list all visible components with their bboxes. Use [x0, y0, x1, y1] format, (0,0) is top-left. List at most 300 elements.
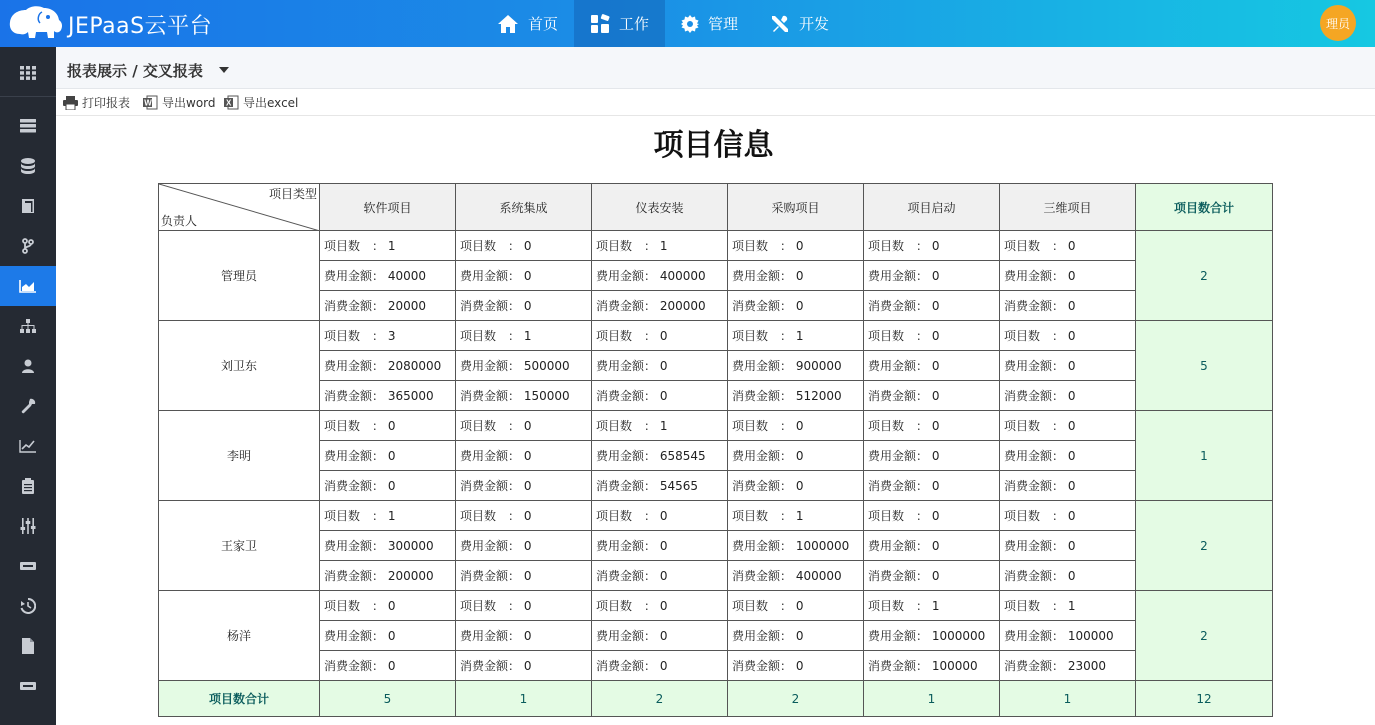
metric-value: 0: [1067, 329, 1076, 343]
metric-value: 0: [795, 449, 804, 463]
print-report-label: 打印报表: [82, 96, 131, 110]
metric-cell: [456, 291, 592, 321]
metric-cell: [592, 351, 728, 381]
metric-label: 项目数 ：: [1004, 509, 1065, 523]
metric-value: 0: [387, 419, 396, 433]
metric-value: 0: [931, 239, 940, 253]
line-chart-icon: [19, 439, 37, 453]
metric-cell: [728, 621, 864, 651]
metric-value: 1: [931, 599, 940, 613]
metric-value: 0: [931, 329, 940, 343]
main-nav: [481, 0, 845, 47]
server-icon: [20, 119, 36, 133]
summary-value: 2: [592, 681, 728, 717]
column-header: 系统集成: [456, 184, 592, 231]
metric-value: 0: [1067, 269, 1076, 283]
metric-label: 项目数 ：: [1004, 419, 1065, 433]
metric-cell: [728, 321, 864, 351]
metric-cell: [320, 261, 456, 291]
svg-text:X: X: [226, 98, 232, 108]
metric-cell: [864, 471, 1000, 501]
metric-label: 项目数 ：: [460, 239, 521, 253]
export-excel-label: 导出excel: [243, 96, 299, 110]
table-row: [159, 501, 1273, 531]
column-header: 采购项目: [728, 184, 864, 231]
metric-value: 1: [387, 509, 396, 523]
metric-cell: [592, 591, 728, 621]
metric-cell: [1000, 291, 1136, 321]
sidebar-button-2[interactable]: [0, 666, 56, 706]
metric-label: 项目数 ：: [1004, 329, 1065, 343]
table-row: [159, 621, 1273, 651]
button-icon-2: [20, 682, 36, 690]
nav-work[interactable]: [574, 0, 665, 47]
metric-label: 项目数 ：: [460, 419, 521, 433]
export-word-label: 导出word: [162, 96, 216, 110]
metric-label: 消费金额：: [1004, 389, 1065, 403]
sidebar-org[interactable]: [0, 306, 56, 346]
column-header: 三维项目: [1000, 184, 1136, 231]
metric-cell: [1000, 261, 1136, 291]
metric-cell: [864, 501, 1000, 531]
metric-cell: [456, 501, 592, 531]
metric-value: 1: [1067, 599, 1076, 613]
metric-value: 400000: [795, 569, 842, 583]
summary-label: 项目数合计: [159, 681, 320, 717]
metric-cell: [1000, 441, 1136, 471]
metric-label: 消费金额：: [596, 299, 657, 313]
export-excel-button[interactable]: [224, 94, 298, 111]
metric-label: 消费金额：: [460, 569, 521, 583]
sidebar-divider: [0, 96, 56, 97]
metric-value: 0: [1067, 449, 1076, 463]
metric-cell: [728, 531, 864, 561]
metric-label: 费用金额：: [732, 629, 793, 643]
word-file-icon: [143, 95, 158, 110]
metric-cell: [1000, 471, 1136, 501]
metric-label: 消费金额：: [460, 659, 521, 673]
metric-value: 0: [523, 509, 532, 523]
metric-value: 1000000: [931, 629, 986, 643]
metric-cell: [456, 621, 592, 651]
metric-value: 0: [795, 599, 804, 613]
metric-value: 23000: [1067, 659, 1107, 673]
metric-value: 0: [659, 659, 668, 673]
sidebar-wrench[interactable]: [0, 386, 56, 426]
metric-label: 项目数 ：: [868, 599, 929, 613]
home-icon: [497, 14, 519, 34]
report-body: [159, 231, 1273, 717]
metric-cell: [728, 381, 864, 411]
metric-cell: [592, 411, 728, 441]
metric-cell: [1000, 591, 1136, 621]
metric-value: 512000: [795, 389, 842, 403]
metric-value: 100000: [931, 659, 978, 673]
metric-label: 消费金额：: [596, 659, 657, 673]
elephant-logo-icon[interactable]: [6, 4, 66, 42]
svg-text:W: W: [144, 98, 152, 108]
metric-cell: [320, 561, 456, 591]
metric-value: 0: [1067, 509, 1076, 523]
metric-label: 消费金额：: [324, 569, 385, 583]
org-chart-icon: [20, 319, 36, 333]
metric-value: 0: [523, 629, 532, 643]
person-cell: 王家卫: [159, 501, 320, 591]
column-header: 项目启动: [864, 184, 1000, 231]
metric-label: 项目数 ：: [1004, 239, 1065, 253]
metric-value: 150000: [523, 389, 570, 403]
sidebar-file[interactable]: [0, 626, 56, 666]
metric-value: 200000: [659, 299, 706, 313]
row-total-cell: 2: [1136, 591, 1273, 681]
metric-value: 0: [795, 299, 804, 313]
metric-cell: [320, 651, 456, 681]
metric-value: 100000: [1067, 629, 1114, 643]
row-total-cell: 2: [1136, 231, 1273, 321]
summary-value: 1: [456, 681, 592, 717]
metric-value: 0: [659, 359, 668, 373]
metric-label: 消费金额：: [460, 479, 521, 493]
metric-label: 项目数 ：: [868, 239, 929, 253]
metric-cell: [728, 351, 864, 381]
metric-value: 54565: [659, 479, 699, 493]
metric-cell: [456, 471, 592, 501]
top-bar: [0, 0, 1375, 47]
metric-value: 0: [931, 569, 940, 583]
metric-value: 0: [659, 599, 668, 613]
metric-cell: [320, 351, 456, 381]
metric-label: 费用金额：: [868, 359, 929, 373]
metric-value: 658545: [659, 449, 706, 463]
user-avatar[interactable]: 理员: [1320, 5, 1356, 41]
corner-header-cell: [159, 184, 320, 231]
metric-label: 消费金额：: [868, 659, 929, 673]
metric-value: 0: [1067, 479, 1076, 493]
metric-value: 40000: [387, 269, 427, 283]
metric-value: 0: [931, 539, 940, 553]
metric-cell: [1000, 561, 1136, 591]
metric-value: 0: [523, 299, 532, 313]
metric-cell: [456, 231, 592, 261]
report-toolbar: [56, 89, 1375, 116]
gear-icon: [681, 15, 699, 33]
sidebar-database[interactable]: [0, 146, 56, 186]
metric-label: 消费金额：: [1004, 479, 1065, 493]
metric-cell: [456, 651, 592, 681]
metric-label: 费用金额：: [1004, 629, 1065, 643]
metric-cell: [728, 261, 864, 291]
metric-cell: [456, 591, 592, 621]
metric-label: 消费金额：: [1004, 569, 1065, 583]
metric-value: 0: [659, 509, 668, 523]
metric-cell: [864, 411, 1000, 441]
brand-title: JEPaaS云平台: [68, 14, 213, 39]
metric-value: 0: [931, 479, 940, 493]
metric-cell: [320, 291, 456, 321]
metric-cell: [1000, 411, 1136, 441]
metric-label: 项目数 ：: [732, 239, 793, 253]
metric-cell: [864, 531, 1000, 561]
print-report-button[interactable]: [63, 94, 130, 111]
metric-value: 0: [931, 449, 940, 463]
nav-manage[interactable]: [665, 0, 754, 47]
corner-label-type: 项目类型: [268, 187, 317, 201]
metric-value: 20000: [387, 299, 427, 313]
metric-label: 项目数 ：: [1004, 599, 1065, 613]
metric-value: 0: [523, 449, 532, 463]
table-row: [159, 471, 1273, 501]
metric-value: 1000000: [795, 539, 850, 553]
metric-label: 项目数 ：: [596, 239, 657, 253]
sidebar-branch[interactable]: [0, 226, 56, 266]
metric-cell: [864, 351, 1000, 381]
metric-value: 1: [659, 419, 668, 433]
metric-label: 项目数 ：: [868, 329, 929, 343]
metric-label: 消费金额：: [1004, 299, 1065, 313]
metric-cell: [592, 441, 728, 471]
sidebar: [0, 47, 56, 725]
metric-cell: [320, 411, 456, 441]
sidebar-book[interactable]: [0, 186, 56, 226]
sidebar-server[interactable]: [0, 106, 56, 146]
table-row: [159, 291, 1273, 321]
metric-cell: [728, 231, 864, 261]
metric-label: 费用金额：: [868, 629, 929, 643]
metric-value: 0: [795, 629, 804, 643]
metric-value: 365000: [387, 389, 434, 403]
metric-label: 项目数 ：: [324, 599, 385, 613]
metric-cell: [1000, 231, 1136, 261]
metric-cell: [456, 351, 592, 381]
metric-label: 费用金额：: [732, 539, 793, 553]
metric-label: 费用金额：: [732, 449, 793, 463]
metric-cell: [592, 471, 728, 501]
metric-label: 费用金额：: [596, 359, 657, 373]
sidebar-line-chart[interactable]: [0, 426, 56, 466]
metric-cell: [592, 561, 728, 591]
metric-value: 0: [659, 569, 668, 583]
metric-label: 消费金额：: [324, 389, 385, 403]
metric-cell: [1000, 651, 1136, 681]
metric-label: 费用金额：: [324, 269, 385, 283]
export-word-button[interactable]: [143, 94, 216, 111]
metric-label: 项目数 ：: [868, 509, 929, 523]
metric-label: 费用金额：: [460, 539, 521, 553]
summary-value: 5: [320, 681, 456, 717]
clipboard-icon: [22, 478, 34, 494]
user-icon: [22, 359, 34, 373]
metric-value: 0: [1067, 389, 1076, 403]
book-icon: [21, 198, 35, 214]
sidebar-history[interactable]: [0, 586, 56, 626]
metric-cell: [728, 441, 864, 471]
metric-label: 消费金额：: [868, 569, 929, 583]
metric-label: 费用金额：: [868, 449, 929, 463]
metric-label: 消费金额：: [324, 659, 385, 673]
metric-cell: [864, 381, 1000, 411]
metric-value: 0: [523, 479, 532, 493]
wrench-icon: [20, 398, 36, 414]
metric-value: 0: [659, 329, 668, 343]
summary-value: 1: [1000, 681, 1136, 717]
summary-row: [159, 681, 1273, 717]
metric-value: 0: [1067, 419, 1076, 433]
person-cell: 管理员: [159, 231, 320, 321]
metric-cell: [320, 621, 456, 651]
sidebar-apps[interactable]: [0, 53, 56, 93]
button-icon: [20, 562, 36, 570]
metric-label: 费用金额：: [868, 539, 929, 553]
metric-label: 消费金额：: [324, 479, 385, 493]
apps-grid-icon: [20, 66, 36, 80]
metric-label: 项目数 ：: [732, 509, 793, 523]
column-header: 软件项目: [320, 184, 456, 231]
nav-manage-label: 管理: [708, 15, 739, 33]
metric-label: 费用金额：: [324, 629, 385, 643]
metric-cell: [728, 291, 864, 321]
metric-label: 消费金额：: [460, 389, 521, 403]
metric-label: 消费金额：: [732, 299, 793, 313]
dashboard-icon: [590, 14, 610, 34]
breadcrumb: 报表展示 / 交叉报表: [67, 62, 203, 80]
row-total-cell: 2: [1136, 501, 1273, 591]
metric-cell: [728, 501, 864, 531]
summary-value: 1: [864, 681, 1000, 717]
metric-value: 0: [523, 659, 532, 673]
metric-label: 项目数 ：: [324, 239, 385, 253]
metric-value: 3: [387, 329, 396, 343]
metric-value: 0: [931, 359, 940, 373]
metric-value: 0: [1067, 569, 1076, 583]
metric-cell: [1000, 621, 1136, 651]
sidebar-button[interactable]: [0, 546, 56, 586]
metric-value: 0: [1067, 239, 1076, 253]
metric-label: 消费金额：: [732, 569, 793, 583]
history-icon: [20, 598, 36, 614]
metric-label: 费用金额：: [868, 269, 929, 283]
metric-label: 费用金额：: [324, 359, 385, 373]
metric-value: 0: [795, 479, 804, 493]
nav-home[interactable]: [481, 0, 574, 47]
table-row: [159, 231, 1273, 261]
metric-label: 项目数 ：: [596, 419, 657, 433]
metric-label: 项目数 ：: [324, 509, 385, 523]
metric-label: 消费金额：: [732, 389, 793, 403]
metric-cell: [1000, 531, 1136, 561]
metric-value: 0: [795, 419, 804, 433]
metric-cell: [728, 471, 864, 501]
metric-cell: [1000, 381, 1136, 411]
table-row: [159, 351, 1273, 381]
metric-label: 项目数 ：: [596, 599, 657, 613]
metric-label: 消费金额：: [1004, 659, 1065, 673]
nav-work-label: 工作: [619, 15, 650, 33]
metric-cell: [864, 321, 1000, 351]
metric-label: 消费金额：: [596, 389, 657, 403]
metric-value: 0: [659, 539, 668, 553]
metric-label: 费用金额：: [596, 539, 657, 553]
metric-value: 0: [387, 599, 396, 613]
metric-label: 项目数 ：: [732, 419, 793, 433]
metric-cell: [1000, 501, 1136, 531]
excel-file-icon: [224, 95, 239, 110]
corner-label-owner: 负责人: [161, 214, 198, 228]
metric-cell: [864, 231, 1000, 261]
metric-label: 消费金额：: [460, 299, 521, 313]
metric-cell: [456, 321, 592, 351]
chevron-down-icon[interactable]: [219, 67, 229, 73]
metric-label: 费用金额：: [596, 449, 657, 463]
metric-cell: [1000, 321, 1136, 351]
metric-value: 1: [795, 329, 804, 343]
metric-cell: [320, 321, 456, 351]
metric-cell: [320, 531, 456, 561]
row-total-cell: 5: [1136, 321, 1273, 411]
metric-cell: [320, 231, 456, 261]
metric-cell: [592, 321, 728, 351]
metric-label: 费用金额：: [1004, 359, 1065, 373]
metric-value: 1: [795, 509, 804, 523]
metric-cell: [864, 621, 1000, 651]
metric-value: 0: [1067, 539, 1076, 553]
sidebar-sliders[interactable]: [0, 506, 56, 546]
sidebar-report[interactable]: [0, 266, 56, 306]
table-row: [159, 381, 1273, 411]
metric-value: 300000: [387, 539, 434, 553]
sidebar-user[interactable]: [0, 346, 56, 386]
summary-value: 2: [728, 681, 864, 717]
metric-value: 0: [523, 569, 532, 583]
metric-label: 费用金额：: [1004, 539, 1065, 553]
metric-label: 项目数 ：: [460, 599, 521, 613]
metric-cell: [728, 651, 864, 681]
metric-label: 项目数 ：: [324, 419, 385, 433]
metric-label: 消费金额：: [596, 479, 657, 493]
metric-value: 1: [387, 239, 396, 253]
metric-value: 500000: [523, 359, 570, 373]
report-title: 项目信息: [653, 128, 774, 163]
metric-cell: [320, 441, 456, 471]
table-row: [159, 531, 1273, 561]
metric-cell: [456, 441, 592, 471]
metric-value: 1: [523, 329, 532, 343]
table-row: [159, 321, 1273, 351]
nav-develop[interactable]: [754, 0, 845, 47]
metric-cell: [320, 381, 456, 411]
metric-label: 费用金额：: [732, 269, 793, 283]
metric-cell: [728, 561, 864, 591]
metric-cell: [456, 261, 592, 291]
metric-cell: [592, 381, 728, 411]
metric-label: 费用金额：: [596, 629, 657, 643]
metric-cell: [864, 591, 1000, 621]
nav-develop-label: 开发: [799, 15, 830, 33]
metric-label: 消费金额：: [732, 659, 793, 673]
metric-value: 0: [795, 239, 804, 253]
metric-value: 900000: [795, 359, 842, 373]
sidebar-clipboard[interactable]: [0, 466, 56, 506]
metric-label: 项目数 ：: [868, 419, 929, 433]
metric-value: 0: [931, 269, 940, 283]
metric-label: 项目数 ：: [324, 329, 385, 343]
metric-cell: [864, 291, 1000, 321]
metric-value: 200000: [387, 569, 434, 583]
total-column-header: 项目数合计: [1136, 184, 1273, 231]
person-cell: 李明: [159, 411, 320, 501]
table-row: [159, 651, 1273, 681]
metric-cell: [728, 591, 864, 621]
metric-label: 消费金额：: [868, 389, 929, 403]
